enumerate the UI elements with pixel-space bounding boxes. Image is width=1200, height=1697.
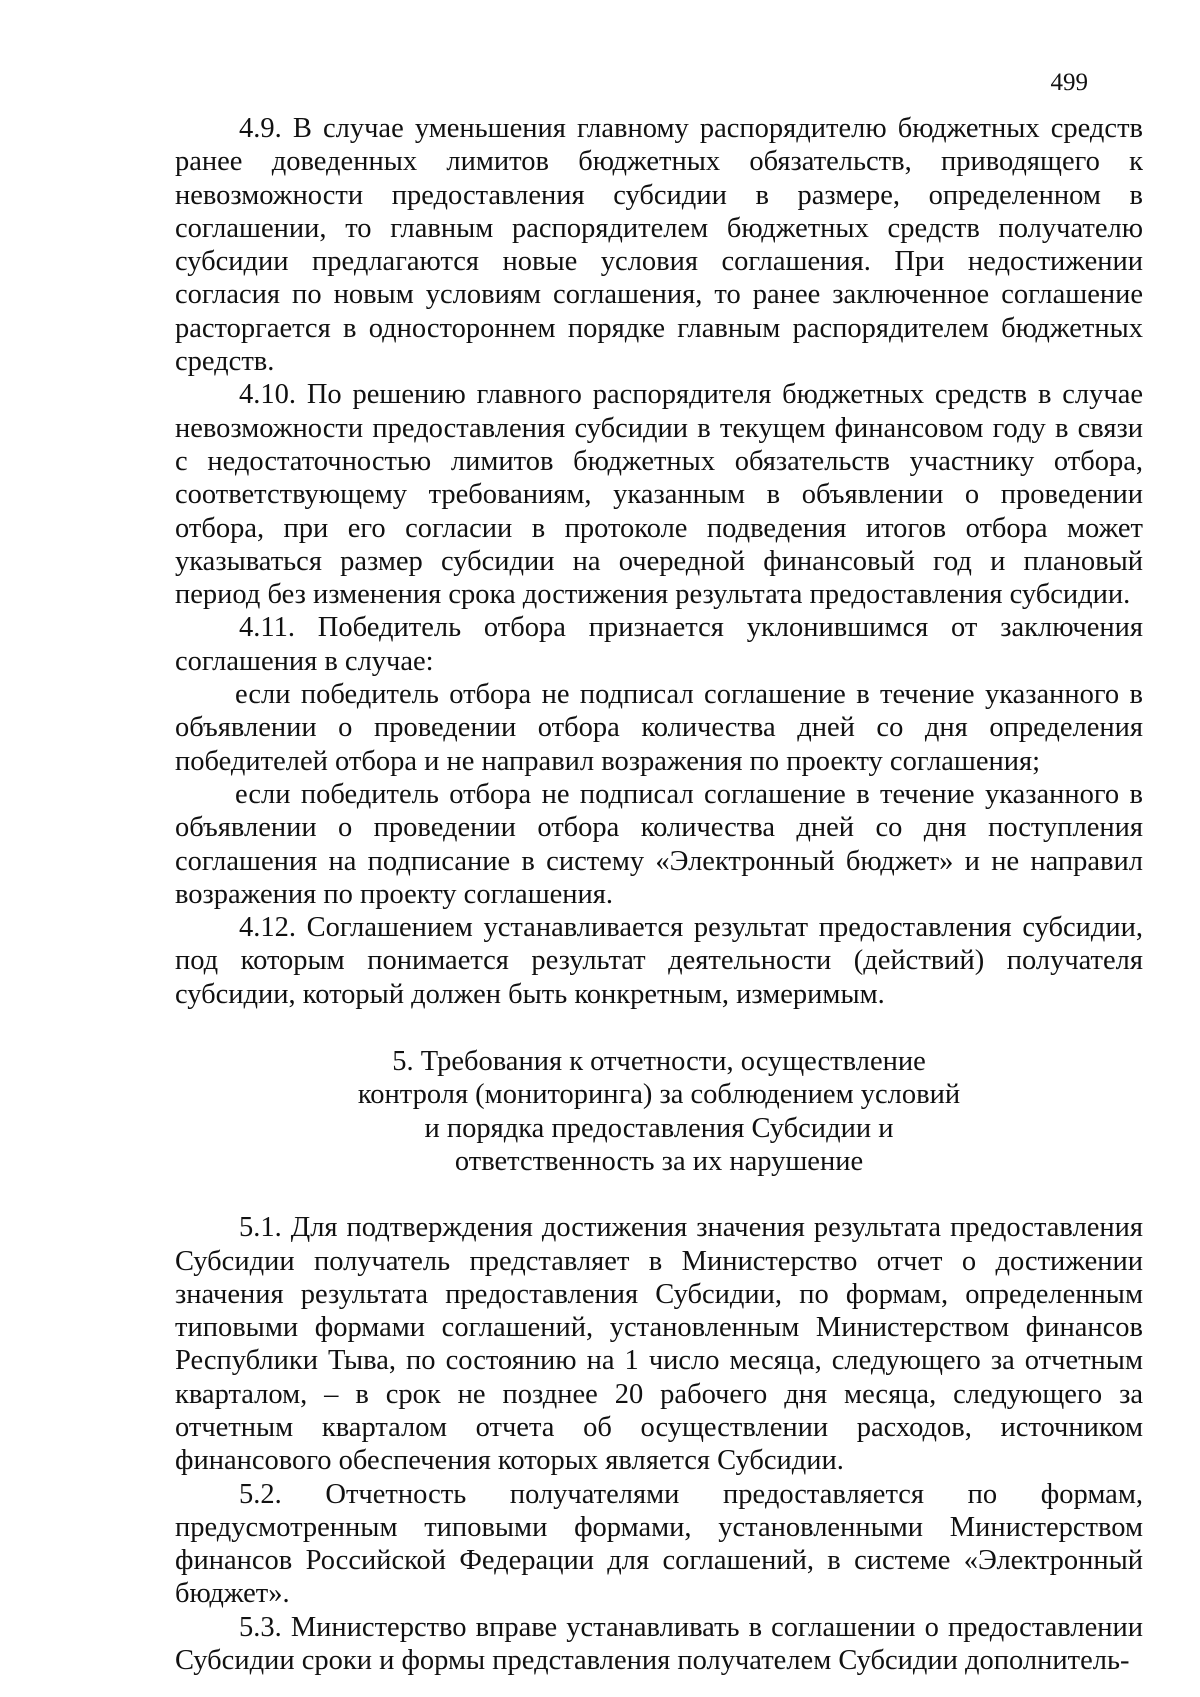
paragraph-4-11-case-2: если победитель отбора не подписал соглашение в течение указанного в объявлении о проведении отбора количества дней со дня поступления соглашения на подписание в систему «Электронный бюджет» и не направил возражения по проекту соглашения. <box>175 778 1143 910</box>
paragraph-4-9: 4.9. В случае уменьшения главному распорядителю бюджетных средств ранее доведенных лимитов бюджетных обязательств, приводящего к невозможности предоставления субсидии в размере, определенном в соглашении, то главным распорядителем бюджетных средств получателю субсидии предлагаются новые условия соглашения. При недостижении согласия по новым условиям соглашения, то ранее заключенное соглашение расторгается в одностороннем порядке главным распорядителем бюджетных средств. <box>175 113 1143 378</box>
paragraph-5-3: 5.3. Министерство вправе устанавливать в соглашении о предоставлении Субсидии сроки и формы представления получателем Субсидии дополнитель- <box>175 1611 1143 1677</box>
page-number: 499 <box>1050 69 1088 96</box>
section-heading-line: и порядка предоставления Субсидии и <box>424 1112 894 1144</box>
document-body <box>175 112 1143 1677</box>
paragraph-4-11-case-1: если победитель отбора не подписал соглашение в течение указанного в объявлении о проведении отбора количества дней со дня определения победителей отбора и не направил возражения по проекту соглашения; <box>175 679 1143 777</box>
paragraph-5-2: 5.2. Отчетность получателями предоставляется по формам, предусмотренным типовыми формами, установленными Министерством финансов Российской Федерации для соглашений, в системе «Электронный бюджет». <box>175 1478 1143 1610</box>
section-heading-line: контроля (мониторинга) за соблюдением условий <box>357 1079 961 1111</box>
paragraph-4-12: 4.12. Соглашением устанавливается результат предоставления субсидии, под которым понимается результат деятельности (действий) получателя субсидии, который должен быть конкретным, измеримым. <box>175 912 1143 1010</box>
paragraph-4-11: 4.11. Победитель отбора признается уклонившимся от заключения соглашения в случае: <box>175 612 1143 677</box>
section-heading-line: 5. Требования к отчетности, осуществление <box>392 1046 926 1078</box>
section-heading <box>175 1045 1143 1178</box>
paragraph-4-10: 4.10. По решению главного распорядителя бюджетных средств в случае невозможности предоставления субсидии в текущем финансовом году в связи с недостаточностью лимитов бюджетных обязательств участнику отбора, соответствующему требованиям, указанным в объявлении о проведении отбора, при его согласии в протоколе подведения итогов отбора может указываться размер субсидии на очередной финансовый год и плановый период без изменения срока достижения результата предоставления субсидии. <box>175 379 1143 611</box>
section-heading-line: ответственность за их нарушение <box>454 1145 864 1177</box>
paragraph-5-1: 5.1. Для подтверждения достижения значения результата предоставления Субсидии получатель представляет в Министерство отчет о достижении значения результата предоставления Субсидии, по формам, определенным типовыми формами соглашений, установленным Министерством финансов Республики Тыва, по состоянию на 1 число месяца, следующего за отчетным кварталом, – в срок не позднее 20 рабочего дня месяца, следующего за отчетным кварталом отчета об осуществлении расходов, источником финансового обеспечения которых является Субсидии. <box>175 1212 1143 1477</box>
